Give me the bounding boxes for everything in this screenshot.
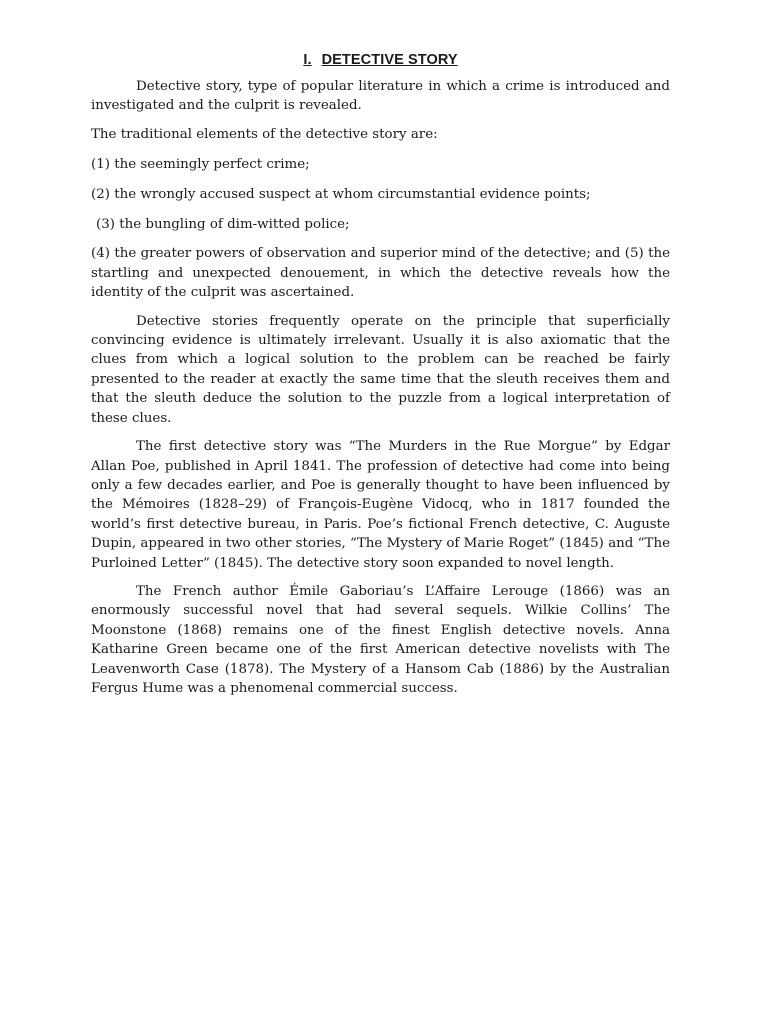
paragraph-intro: Detective story, type of popular literature in which a crime is introduced and investigated and the culprit is revealed.: [91, 79, 670, 114]
list-item-element-4-5: (4) the greater powers of observation and superior mind of the detective; and (5) the startling and unexpected denouement, in which the detective reveals how the identity of the culprit was ascertained.: [91, 246, 670, 301]
section-heading: [91, 52, 670, 68]
section-title: DETECTIVE STORY: [321, 52, 458, 68]
paragraph-novels: The French author Émile Gaboriau’s L’Affaire Lerouge (1866) was an enormously successful novel that had several sequels. Wilkie Collins’ The Moonstone (1868) remains one of the finest English detective novels. Anna Katharine Green became one of the first American detective novelists with The Leavenworth Case (1878). The Mystery of a Hansom Cab (1886) by the Australian Fergus Hume was a phenomenal commercial success.: [91, 583, 670, 696]
paragraph-elements-intro: The traditional elements of the detective story are:: [91, 126, 438, 142]
list-item-element-3: (3) the bungling of dim-witted police;: [96, 216, 350, 232]
paragraph-principle: Detective stories frequently operate on the principle that superficially convincing evidence is ultimately irrelevant. Usually it is also axiomatic that the clues from which a logical solution to the problem can be reached be fairly presented to the reader at exactly the same time that the sleuth receives them and that the sleuth deduce the solution to the puzzle from a logical interpretation of these clues.: [91, 313, 670, 426]
list-item-element-2: (2) the wrongly accused suspect at whom circumstantial evidence points;: [91, 186, 591, 202]
list-item-element-1: (1) the seemingly perfect crime;: [91, 156, 310, 172]
document-page: [91, 52, 670, 707]
paragraph-first-story: The first detective story was “The Murders in the Rue Morgue” by Edgar Allan Poe, published in April 1841. The profession of detective had come into being only a few decades earlier, and Poe is generally thought to have been influenced by the Mémoires (1828–29) of François-Eugène Vidocq, who in 1817 founded the world’s first detective bureau, in Paris. Poe’s fictional French detective, C. Auguste Dupin, appeared in two other stories, “The Mystery of Marie Roget” (1845) and “The Purloined Letter” (1845). The detective story soon expanded to novel length.: [91, 439, 670, 571]
section-number: I.: [303, 52, 312, 68]
